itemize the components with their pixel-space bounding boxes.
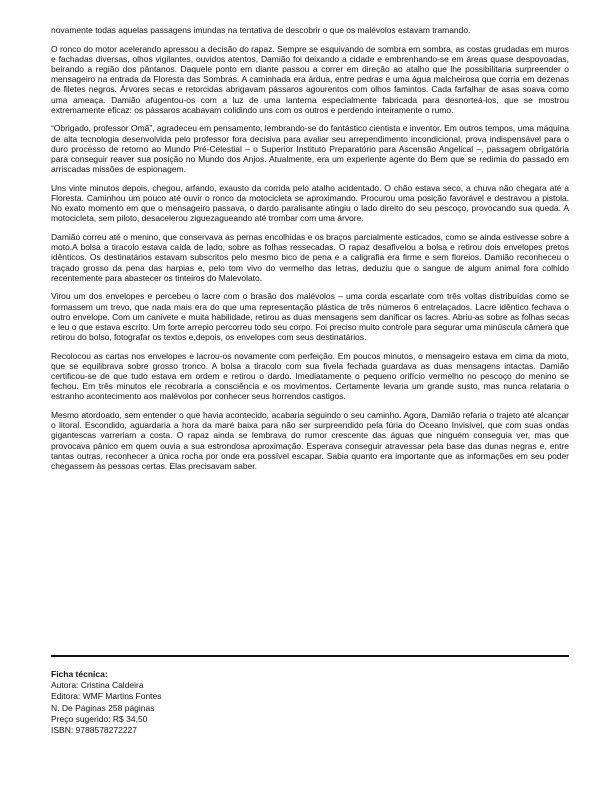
pages-line: N. De Páginas 258 páginas (51, 702, 155, 713)
paragraph: “Obrigado, professor Omã”, agradeceu em pensamento, lembrando-se do fantástico cientista e inventor. Em outros tempos, uma máquina de alta tecnologia desenvolvida pelo professor fora decisiva para avaliar seu arrependimento incondicional, prova indispensável para o duro processo de retorno ao Mundo Pré-Celestial – o Superior Instituto Preparatório para Ascensão Angelical –, passagem obrigatória para conseguir reaver sua posição no Mundo dos Anjos. Atualmente, era um experiente agente do Bem que se redimia do passado em arriscadas missões de espionagem. (51, 123, 569, 175)
paragraph: novamente todas aquelas passagens imundas na tentativa de descobrir o que os malévolos estavam tramando. (51, 25, 471, 35)
paragraph: O ronco do motor acelerando apressou a decisão do rapaz. Sempre se esquivando de sombra em sombra, as costas grudadas em muros e fachadas diversas, olhos vigilantes, ouvidos atentos, Damião foi deixando a cidade e embrenhando-se em áreas quase despovoadas, beirando a região dos pântanos. Daquele ponto em diante passou a correr em direção ao atalho que lhe possibilitaria surpreender o mensageiro na entrada da Floresta das Sombras. A caminhada era árdua, entre pedras e uma água malcheirosa que corria em dezenas de filetes negros. Árvores secas e retorcidas abrigavam pássaros agourentos com olhos famintos. Cada farfalhar de asas soava como uma ameaça. Damião afugentou-os com a luz de uma lanterna especialmente fabricada para desnorteá-los, que se mostrou extremamente eficaz: os pássaros acabavam colidindo uns com os outros e perdendo inteiramente o rumo. (51, 43, 569, 115)
horizontal-divider (51, 655, 569, 657)
technical-sheet-title: Ficha técnica: (51, 669, 108, 679)
paragraph: Virou um dos envelopes e percebeu o lacre com o brasão dos malévolos – uma corda escarlate com três voltas distribuídas como se formassem um trevo, que nada mais era do que uma representação plástica de três números 6 entrelaçados. Lacre idêntico fechava o outro envelope. Com um canivete e muita habilidade, retirou as duas mensagens sem danificar os lacres. Abriu-as sobre as folhas secas e leu o que estava escrito. Um forte arrepio percorreu todo seu corpo. Foi preciso muito controle para segurar uma minúscula câmera que retirou do bolso, fotografar os textos e,depois, os envelopes com seus destinatários. (51, 291, 569, 343)
technical-sheet (51, 669, 351, 736)
book-excerpt (51, 25, 569, 480)
paragraph: Damião correu até o menino, que conservava as pernas encolhidas e os braços parcialmente esticados, como se ainda estivesse sobre a moto.A bolsa a tiracolo estava caída de lado, sobre as folhas ressecadas. O rapaz desafivelou a bolsa e retirou dois envelopes pretos idênticos. Os destinatários estavam subscritos pelo mesmo bico de pena e a caligrafia era firme e sem floreios. Damião reconheceu o traçado grosso da pena das harpias e, pelo tom vivo do vermelho das letras, deduziu que o sangue de algum animal fora colhido recentemente para abastecer os tinteiros do Malevolato. (51, 232, 569, 283)
isbn-line: ISBN: 9788578272227 (51, 725, 138, 736)
author-line: Autora: Cristina Caldeira (51, 680, 144, 691)
paragraph: Recolocou as cartas nos envelopes e lacrou-os novamente com perfeição. Em poucos minutos, o mensageiro estava em cima da moto, que se equilibrava sobre grosso tronco. A bolsa a tiracolo com sua fivela fechada guardava as duas mensagens intactas. Damião certificou-se de que tudo estava em ordem e retirou o dardo. Imediatamente o pequeno orifício vermelho no pescoço do menino se fechou. Em três minutos ele recobraria a consciência e os movimentos. Certamente levaria um grande susto, mas nunca relataria o estranho acontecimento aos malévolos por conhecer seus horrendos castigos. (51, 350, 569, 402)
price-line: Preço sugerido: R$ 34,50 (51, 713, 148, 724)
publisher-line: Editora: WMF Martins Fontes (51, 691, 162, 702)
paragraph: Uns vinte minutos depois, chegou, arfando, exausto da corrida pelo atalho acidentado. O chão estava seco, a chuva não chegara até a Floresta. Caminhou um pouco até ouvir o ronco da motocicleta se aproximando. Procurou uma posição favorável e destravou a pistola. No exato momento em que o mensageiro passava, o dardo paralisante atingiu o lado direito do seu pescoço, provocando sua queda. A motocicleta, sem piloto, desacelerou ziguezagueando até trombar com uma árvore. (51, 182, 569, 224)
paragraph: Mesmo atordoado, sem entender o que havia acontecido, acabaria seguindo o seu caminho. Agora, Damião refaria o trajeto até alcançar o litoral. Escondido, aguardaria a hora da maré baixa para não ser surpreendido pela fúria do Oceano Invisível, que com suas ondas gigantescas varreriam a costa. O rapaz ainda se lembrava do rumor crescente das águas que ninguém conseguia ver, mas que provocava pânico em quem ouvia a sua estrondosa aproximação. Esperava conseguir atravessar pela base das dunas negras e, entre tantas outras, reconhecer a única rocha por onde era possível escapar. Sabia quanto era importante que as informações em seu poder chegassem às pessoas certas. Elas precisavam saber. (51, 410, 569, 471)
